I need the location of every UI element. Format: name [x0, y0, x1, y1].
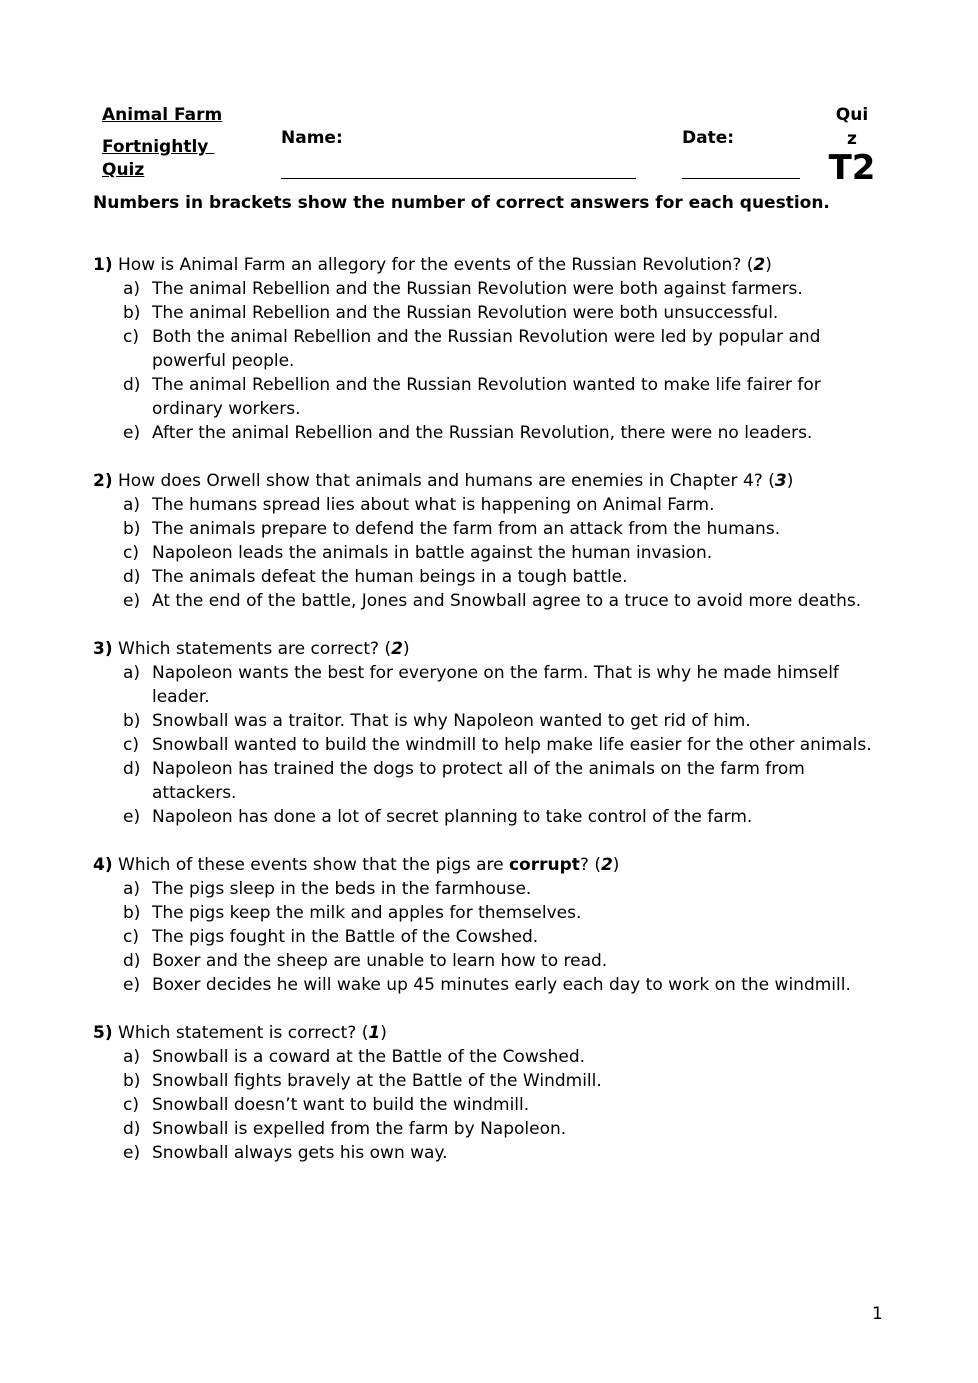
option-letter: a): [123, 879, 141, 899]
answer-option[interactable]: [93, 949, 893, 973]
question-prompt: Which statement is correct? (: [112, 1023, 369, 1043]
option-letter: d): [123, 375, 141, 395]
option-letter: d): [123, 567, 141, 587]
question-prompt: Which of these events show that the pigs are: [112, 855, 509, 875]
answer-option[interactable]: [93, 1093, 893, 1117]
question-number: 4): [93, 855, 113, 875]
option-text: The animal Rebellion and the Russian Revolution were both against farmers.: [152, 279, 803, 299]
option-text: The humans spread lies about what is happening on Animal Farm.: [152, 495, 715, 515]
answer-count: 1: [368, 1023, 381, 1043]
option-letter: b): [123, 519, 141, 539]
question-1: [93, 253, 893, 445]
answer-option[interactable]: [93, 877, 893, 901]
option-text: The animals prepare to defend the farm from an attack from the humans.: [152, 519, 781, 539]
option-letter: e): [123, 975, 141, 995]
option-text: Snowball was a traitor. That is why Napoleon wanted to get rid of him.: [152, 711, 751, 731]
closing-paren: ): [765, 255, 772, 275]
option-text: Boxer and the sheep are unable to learn how to read.: [152, 951, 608, 971]
option-letter: d): [123, 951, 141, 971]
answer-option[interactable]: [93, 733, 893, 757]
option-letter: e): [123, 423, 141, 443]
date-label: Date:: [682, 128, 735, 148]
question-number: 5): [93, 1023, 113, 1043]
option-text: The animal Rebellion and the Russian Revolution were both unsuccessful.: [152, 303, 779, 323]
answer-count: 2: [753, 255, 766, 275]
question-prompt: Which statements are correct? (: [112, 639, 392, 659]
question-number: 3): [93, 639, 113, 659]
option-letter: b): [123, 303, 141, 323]
option-text: Snowball doesn’t want to build the windmill.: [152, 1095, 530, 1115]
question-2: [93, 469, 893, 613]
option-text: Napoleon leads the animals in battle against the human invasion.: [152, 543, 713, 563]
answer-option[interactable]: [93, 709, 893, 733]
option-text: Both the animal Rebellion and the Russian Revolution were led by popular and powerful people.: [152, 327, 821, 371]
option-letter: e): [123, 591, 141, 611]
answer-option[interactable]: [93, 925, 893, 949]
answer-count: 3: [774, 471, 787, 491]
answer-option[interactable]: [93, 565, 893, 589]
option-text: Snowball fights bravely at the Battle of the Windmill.: [152, 1071, 602, 1091]
question-prompt: How does Orwell show that animals and humans are enemies in Chapter 4? (: [112, 471, 775, 491]
option-text: Snowball is expelled from the farm by Napoleon.: [152, 1119, 567, 1139]
answer-option[interactable]: [93, 373, 893, 421]
option-text: Napoleon has trained the dogs to protect all of the animals on the farm from attackers.: [152, 759, 805, 803]
question-list: [93, 253, 893, 1189]
option-letter: d): [123, 759, 141, 779]
option-text: At the end of the battle, Jones and Snowball agree to a truce to avoid more deaths.: [152, 591, 862, 611]
option-letter: d): [123, 1119, 141, 1139]
answer-option[interactable]: [93, 541, 893, 565]
option-text: Napoleon wants the best for everyone on the farm. That is why he made himself leader.: [152, 663, 839, 707]
question-text: [93, 253, 893, 277]
instructions: Numbers in brackets show the number of correct answers for each question.: [93, 193, 830, 213]
option-letter: e): [123, 1143, 141, 1163]
option-letter: c): [123, 927, 139, 947]
question-text: [93, 469, 893, 493]
option-letter: c): [123, 735, 139, 755]
answer-option[interactable]: [93, 1069, 893, 1093]
quiz-label-line2: z: [847, 129, 857, 149]
date-blank-line[interactable]: [682, 178, 800, 179]
option-text: The pigs sleep in the beds in the farmhouse.: [152, 879, 532, 899]
answer-count: 2: [391, 639, 403, 659]
question-3: [93, 637, 893, 829]
question-emphasis: corrupt: [508, 855, 580, 875]
answer-option[interactable]: [93, 973, 893, 997]
question-prompt: How is Animal Farm an allegory for the events of the Russian Revolution? (: [112, 255, 754, 275]
option-letter: c): [123, 327, 139, 347]
closing-paren: ): [786, 471, 794, 491]
answer-option[interactable]: [93, 757, 893, 805]
answer-option[interactable]: [93, 901, 893, 925]
answer-option[interactable]: [93, 1141, 893, 1165]
question-4: [93, 853, 893, 997]
answer-option[interactable]: [93, 421, 893, 445]
answer-option[interactable]: [93, 1117, 893, 1141]
option-text: The pigs fought in the Battle of the Cowshed.: [152, 927, 539, 947]
option-text: After the animal Rebellion and the Russian Revolution, there were no leaders.: [152, 423, 813, 443]
option-letter: b): [123, 711, 141, 731]
question-text: [93, 1021, 893, 1045]
option-letter: b): [123, 903, 141, 923]
option-letter: b): [123, 1071, 141, 1091]
option-text: The animal Rebellion and the Russian Revolution wanted to make life fairer for ordinary workers.: [152, 375, 821, 419]
option-text: The pigs keep the milk and apples for themselves.: [152, 903, 582, 923]
option-letter: e): [123, 807, 141, 827]
answer-option[interactable]: [93, 805, 893, 829]
option-text: Snowball is a coward at the Battle of the Cowshed.: [152, 1047, 586, 1067]
closing-paren: ): [402, 639, 410, 659]
answer-option[interactable]: [93, 277, 893, 301]
option-text: Boxer decides he will wake up 45 minutes early each day to work on the windmill.: [152, 975, 851, 995]
option-letter: a): [123, 495, 141, 515]
option-text: Napoleon has done a lot of secret planning to take control of the farm.: [152, 807, 753, 827]
closing-paren: ): [612, 855, 620, 875]
answer-option[interactable]: [93, 301, 893, 325]
question-prompt-end: ? (: [579, 855, 601, 875]
answer-option[interactable]: [93, 517, 893, 541]
answer-option[interactable]: [93, 589, 893, 613]
option-letter: c): [123, 543, 139, 563]
option-letter: a): [123, 1047, 141, 1067]
name-blank-line[interactable]: [281, 178, 636, 179]
name-label: Name:: [281, 128, 343, 148]
question-5: [93, 1021, 893, 1165]
question-text: [93, 853, 893, 877]
quiz-code: T2: [828, 148, 876, 188]
closing-paren: ): [380, 1023, 387, 1043]
answer-option[interactable]: [93, 325, 893, 373]
answer-option[interactable]: [93, 1045, 893, 1069]
option-text: The animals defeat the human beings in a tough battle.: [152, 567, 628, 587]
option-text: Snowball always gets his own way.: [152, 1143, 448, 1163]
page-number: 1: [872, 1304, 883, 1324]
option-letter: a): [123, 279, 141, 299]
quiz-label-line1: Qui: [835, 105, 869, 125]
option-letter: a): [123, 663, 141, 683]
quiz-title-line2: Fortnightly: [102, 137, 215, 157]
question-number: 2): [93, 471, 113, 491]
quiz-title-line1: Animal Farm: [102, 105, 223, 125]
answer-count: 2: [600, 855, 613, 875]
question-text: [93, 637, 893, 661]
answer-option[interactable]: [93, 661, 893, 709]
answer-option[interactable]: [93, 493, 893, 517]
quiz-title-line3: Quiz: [102, 160, 145, 180]
question-number: 1): [93, 255, 113, 275]
option-text: Snowball wanted to build the windmill to help make life easier for the other animals.: [152, 735, 872, 755]
option-letter: c): [123, 1095, 139, 1115]
